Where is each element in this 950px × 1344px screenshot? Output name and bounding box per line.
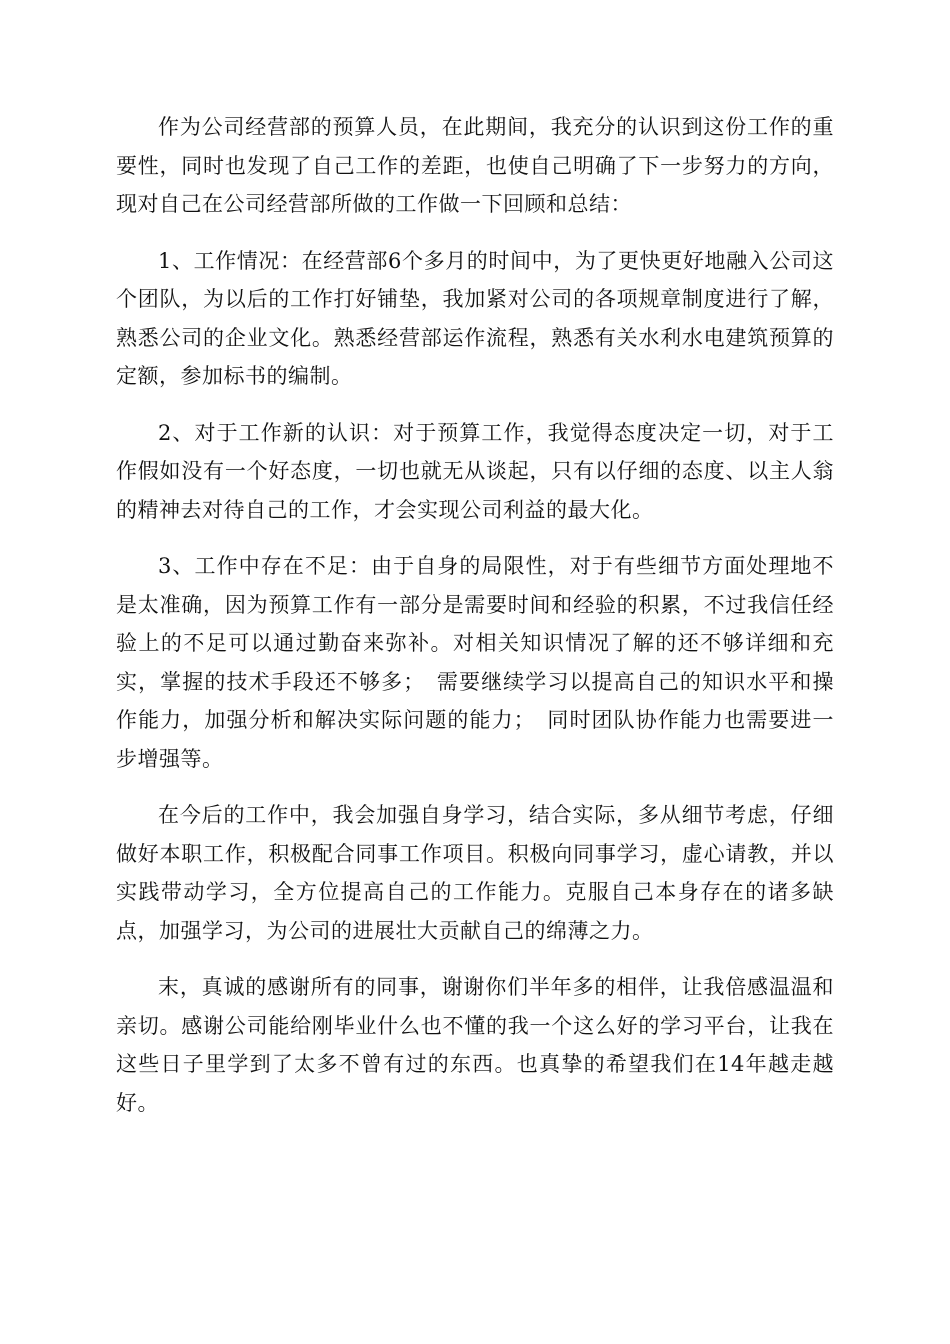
paragraph-closing-thanks: 末，真诚的感谢所有的同事，谢谢你们半年多的相伴，让我倍感温温和亲切。感谢公司能给刚毕业什么也不懂的我一个这么好的学习平台，让我在这些日子里学到了太多不曾有过的东西。也真挚的希望我们在14年越走越好。 bbox=[116, 975, 834, 1115]
paragraph-shortcomings: 3、工作中存在不足：由于自身的局限性，对于有些细节方面处理地不是太准确，因为预算工作有一部分是需要时间和经验的积累，不过我信任经验上的不足可以通过勤奋来弥补。对相关知识情况了解的还不够详细和充实，掌握的技术手段还不够多； 需要继续学习以提高自己的知识水平和操作能力，加强分析和解决实际问题的能力； 同时团队协作能力也需要进一步增强等。 bbox=[116, 554, 834, 771]
document-body bbox=[116, 108, 834, 1140]
paragraph-work-situation: 1、工作情况：在经营部6个多月的时间中，为了更快更好地融入公司这个团队，为以后的工作打好铺垫，我加紧对公司的各项规章制度进行了解，熟悉公司的企业文化。熟悉经营部运作流程，熟悉有关水利水电建筑预算的定额，参加标书的编制。 bbox=[116, 248, 834, 388]
paragraph-new-understanding: 2、对于工作新的认识：对于预算工作，我觉得态度决定一切，对于工作假如没有一个好态度，一切也就无从谈起，只有以仔细的态度、以主人翁的精神去对待自己的工作，才会实现公司利益的最大化。 bbox=[116, 420, 834, 522]
paragraph-future-work: 在今后的工作中，我会加强自身学习，结合实际，多从细节考虑，仔细做好本职工作，积极配合同事工作项目。积极向同事学习，虚心请教，并以实践带动学习，全方位提高自己的工作能力。克服自己本身存在的诸多缺点，加强学习，为公司的进展壮大贡献自己的绵薄之力。 bbox=[116, 803, 834, 943]
paragraph-intro: 作为公司经营部的预算人员，在此期间，我充分的认识到这份工作的重要性，同时也发现了自己工作的差距，也使自己明确了下一步努力的方向，现对自己在公司经营部所做的工作做一下回顾和总结： bbox=[116, 115, 834, 216]
